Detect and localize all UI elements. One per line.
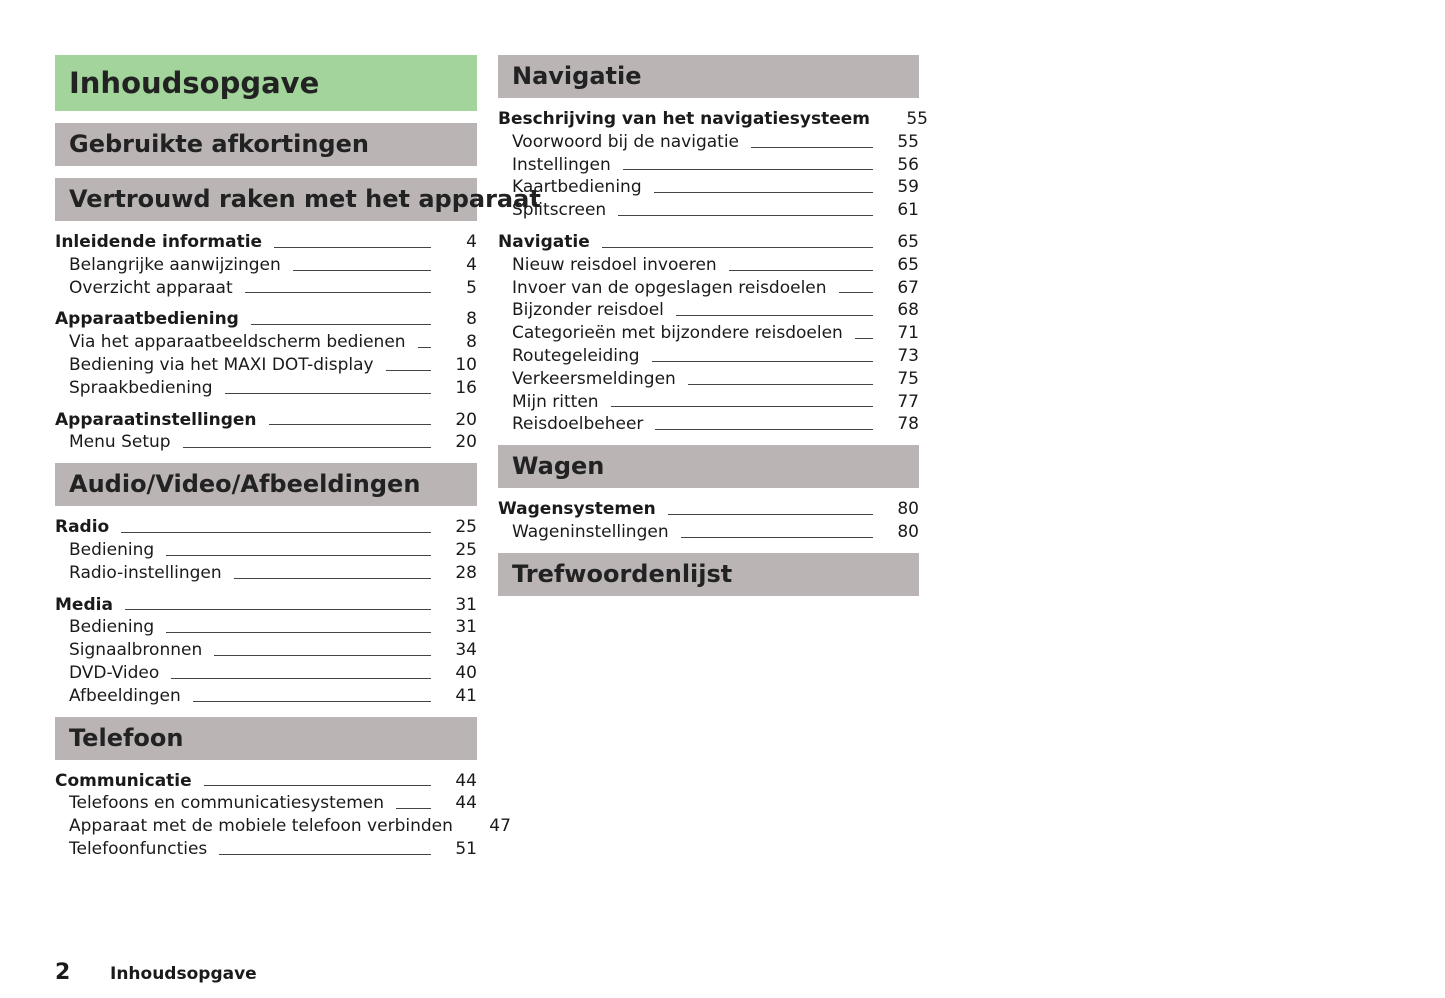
page-number: 16 bbox=[455, 377, 477, 398]
entry-label: Afbeeldingen bbox=[69, 685, 181, 706]
entry-label: Instellingen bbox=[512, 154, 611, 175]
page-number: 41 bbox=[455, 685, 477, 706]
toc-section-entry[interactable] bbox=[55, 308, 477, 331]
entry-label: Bediening bbox=[69, 539, 155, 560]
page-number: 5 bbox=[466, 277, 477, 298]
dot-leader bbox=[611, 406, 873, 407]
entry-label: Overzicht apparaat bbox=[69, 277, 233, 298]
left-column bbox=[55, 55, 541, 870]
toc-subsection-entry[interactable] bbox=[55, 539, 477, 562]
toc-subsection-entry[interactable] bbox=[498, 345, 919, 368]
entry-label: Bijzonder reisdoel bbox=[512, 300, 664, 321]
page-title: Inhoudsopgave bbox=[55, 55, 477, 111]
page-number: 31 bbox=[455, 594, 477, 615]
dot-leader bbox=[166, 632, 431, 633]
toc-subsection-entry[interactable] bbox=[55, 254, 477, 277]
toc-subsection-entry[interactable] bbox=[55, 431, 477, 454]
toc-subsection-entry[interactable] bbox=[498, 391, 919, 414]
entry-label: Inleidende informatie bbox=[55, 232, 263, 252]
entry-label: Signaalbronnen bbox=[69, 640, 203, 661]
page-number: 44 bbox=[455, 770, 477, 791]
entry-label: Invoer van de opgeslagen reisdoelen bbox=[512, 277, 827, 298]
page-number: 20 bbox=[455, 409, 477, 430]
toc-subsection-entry[interactable] bbox=[498, 368, 919, 391]
entry-label: Routegeleiding bbox=[512, 345, 640, 366]
entry-label: Radio-instellingen bbox=[69, 562, 222, 583]
entry-label: Nieuw reisdoel invoeren bbox=[512, 254, 717, 275]
page-number: 25 bbox=[455, 517, 477, 538]
entry-label: Kaartbediening bbox=[512, 177, 642, 198]
dot-leader bbox=[125, 609, 431, 610]
dot-leader bbox=[618, 215, 873, 216]
page-number: 77 bbox=[897, 391, 919, 412]
dot-leader bbox=[269, 424, 431, 425]
dot-leader bbox=[274, 247, 431, 248]
entry-label: Splitscreen bbox=[512, 200, 607, 221]
toc-section-entry[interactable] bbox=[55, 231, 477, 254]
dot-leader bbox=[729, 270, 873, 271]
page-number: 8 bbox=[466, 309, 477, 330]
page-number: 44 bbox=[455, 793, 477, 814]
toc-subsection-entry[interactable] bbox=[55, 277, 477, 300]
entry-label: Categorieën met bijzondere reisdoelen bbox=[512, 323, 843, 344]
entry-label: DVD-Video bbox=[69, 662, 160, 683]
toc-group bbox=[55, 308, 477, 399]
dot-leader bbox=[396, 808, 431, 809]
chapter-entries bbox=[498, 108, 928, 436]
entry-label: Mijn ritten bbox=[512, 391, 599, 412]
toc-group bbox=[55, 231, 477, 299]
chapter-heading[interactable]: Audio/Video/Afbeeldingen bbox=[55, 463, 477, 506]
page-number: 47 bbox=[489, 816, 511, 837]
toc-subsection-entry[interactable] bbox=[55, 331, 477, 354]
dot-leader bbox=[623, 169, 873, 170]
toc-section-entry[interactable] bbox=[55, 409, 477, 432]
page-number: 71 bbox=[897, 323, 919, 344]
toc-subsection-entry[interactable] bbox=[498, 254, 919, 277]
dot-leader bbox=[121, 532, 431, 533]
chapter-entries bbox=[55, 770, 511, 861]
toc-subsection-entry[interactable] bbox=[498, 521, 919, 544]
entry-label: Navigatie bbox=[498, 231, 590, 252]
dot-leader bbox=[234, 578, 431, 579]
toc-section-entry[interactable] bbox=[55, 770, 477, 793]
toc-subsection-entry[interactable] bbox=[498, 131, 919, 154]
dot-leader bbox=[676, 315, 873, 316]
page-number: 4 bbox=[466, 232, 477, 252]
chapter-heading[interactable]: Wagen bbox=[498, 445, 919, 488]
dot-leader bbox=[183, 447, 431, 448]
dot-leader bbox=[171, 678, 431, 679]
chapter-heading[interactable]: Navigatie bbox=[498, 55, 919, 98]
toc-subsection-entry[interactable] bbox=[498, 299, 919, 322]
right-chapter-list bbox=[498, 55, 928, 608]
toc-section-entry[interactable] bbox=[55, 516, 477, 539]
dot-leader bbox=[166, 555, 431, 556]
toc-subsection-entry[interactable] bbox=[498, 322, 919, 345]
left-chapter-list bbox=[55, 123, 541, 861]
entry-label: Apparaatbediening bbox=[55, 309, 239, 330]
toc-subsection-entry[interactable] bbox=[498, 199, 919, 222]
toc-subsection-entry[interactable] bbox=[498, 176, 919, 199]
entry-label: Wageninstellingen bbox=[512, 521, 669, 542]
page-number: 65 bbox=[897, 254, 919, 275]
dot-leader bbox=[688, 384, 873, 385]
page-number: 25 bbox=[455, 539, 477, 560]
page-number: 31 bbox=[455, 617, 477, 638]
toc-subsection-entry[interactable] bbox=[55, 815, 511, 838]
chapter-heading[interactable]: Gebruikte afkortingen bbox=[55, 123, 477, 166]
chapter-heading[interactable]: Telefoon bbox=[55, 717, 477, 760]
page-number: 61 bbox=[897, 200, 919, 221]
chapter-heading[interactable]: Trefwoordenlijst bbox=[498, 553, 919, 596]
toc-subsection-entry[interactable] bbox=[55, 616, 477, 639]
chapter-entries bbox=[498, 498, 919, 544]
page-number: 55 bbox=[897, 131, 919, 152]
toc-group bbox=[55, 409, 477, 455]
page-footer bbox=[55, 960, 257, 985]
entry-label: Reisdoelbeheer bbox=[512, 414, 644, 435]
entry-label: Apparaat met de mobiele telefoon verbinden bbox=[69, 816, 453, 837]
entry-label: Radio bbox=[55, 517, 110, 538]
dot-leader bbox=[751, 147, 873, 148]
entry-label: Wagensystemen bbox=[498, 499, 656, 520]
dot-leader bbox=[681, 537, 873, 538]
page-number: 80 bbox=[897, 499, 919, 520]
dot-leader bbox=[654, 192, 873, 193]
entry-label: Bediening via het MAXI DOT-display bbox=[69, 354, 374, 375]
entry-label: Communicatie bbox=[55, 770, 192, 791]
entry-label: Beschrijving van het navigatiesysteem bbox=[498, 109, 870, 129]
toc-section-entry[interactable] bbox=[498, 108, 928, 131]
entry-label: Voorwoord bij de navigatie bbox=[512, 131, 740, 152]
entry-label: Spraakbediening bbox=[69, 377, 213, 398]
page-number: 67 bbox=[897, 277, 919, 298]
chapter-entries bbox=[55, 231, 477, 454]
chapter-heading[interactable]: Vertrouwd raken met het apparaat bbox=[55, 178, 477, 221]
dot-leader bbox=[655, 429, 873, 430]
dot-leader bbox=[204, 785, 431, 786]
dot-leader bbox=[251, 324, 431, 325]
entry-label: Verkeersmeldingen bbox=[512, 368, 676, 389]
dot-leader bbox=[855, 338, 873, 339]
toc-group bbox=[498, 108, 928, 222]
right-column bbox=[498, 55, 928, 608]
page-number: 34 bbox=[455, 640, 477, 661]
toc-subsection-entry[interactable] bbox=[498, 154, 919, 177]
page-number: 40 bbox=[455, 662, 477, 683]
page-number: 10 bbox=[455, 354, 477, 375]
toc-subsection-entry[interactable] bbox=[55, 838, 477, 861]
page-number: 78 bbox=[897, 414, 919, 435]
toc-subsection-entry[interactable] bbox=[498, 277, 919, 300]
page-number: 55 bbox=[906, 109, 928, 129]
toc-section-entry[interactable] bbox=[55, 594, 477, 617]
page-number: 51 bbox=[455, 838, 477, 859]
page-number: 20 bbox=[455, 432, 477, 453]
dot-leader bbox=[839, 292, 873, 293]
toc-subsection-entry[interactable] bbox=[55, 662, 477, 685]
toc-subsection-entry[interactable] bbox=[55, 562, 477, 585]
entry-label: Via het apparaatbeeldscherm bedienen bbox=[69, 332, 406, 353]
entry-label: Media bbox=[55, 594, 113, 615]
entry-label: Apparaatinstellingen bbox=[55, 409, 257, 430]
entry-label: Bediening bbox=[69, 617, 155, 638]
toc-subsection-entry[interactable] bbox=[55, 685, 477, 708]
page-number: 4 bbox=[466, 254, 477, 275]
toc-subsection-entry[interactable] bbox=[55, 639, 477, 662]
chapter-entries bbox=[55, 516, 477, 707]
toc-group bbox=[55, 770, 511, 861]
toc-section-entry[interactable] bbox=[498, 498, 919, 521]
toc-subsection-entry[interactable] bbox=[55, 377, 477, 400]
dot-leader bbox=[245, 292, 431, 293]
entry-label: Menu Setup bbox=[69, 432, 171, 453]
page-number: 80 bbox=[897, 521, 919, 542]
dot-leader bbox=[193, 701, 431, 702]
toc-section-entry[interactable] bbox=[498, 231, 919, 254]
dot-leader bbox=[214, 655, 431, 656]
toc-subsection-entry[interactable] bbox=[55, 792, 477, 815]
dot-leader bbox=[219, 854, 431, 855]
dot-leader bbox=[418, 347, 431, 348]
page-number: 73 bbox=[897, 345, 919, 366]
entry-label: Telefoonfuncties bbox=[69, 838, 208, 859]
dot-leader bbox=[293, 270, 431, 271]
dot-leader bbox=[225, 393, 431, 394]
toc-group bbox=[55, 594, 477, 708]
dot-leader bbox=[386, 370, 431, 371]
page-number: 59 bbox=[897, 177, 919, 198]
dot-leader bbox=[668, 514, 873, 515]
entry-label: Belangrijke aanwijzingen bbox=[69, 254, 281, 275]
page-number: 65 bbox=[897, 231, 919, 252]
dot-leader bbox=[602, 247, 873, 248]
toc-group bbox=[498, 498, 919, 544]
entry-label: Telefoons en communicatiesystemen bbox=[69, 793, 385, 814]
toc-subsection-entry[interactable] bbox=[55, 354, 477, 377]
footer-section-title: Inhoudsopgave bbox=[110, 964, 257, 984]
footer-page-number: 2 bbox=[55, 960, 71, 985]
page-number: 28 bbox=[455, 562, 477, 583]
page-number: 68 bbox=[897, 300, 919, 321]
toc-group bbox=[498, 231, 919, 436]
page-number: 56 bbox=[897, 154, 919, 175]
page-number: 8 bbox=[466, 332, 477, 353]
dot-leader bbox=[652, 361, 873, 362]
toc-subsection-entry[interactable] bbox=[498, 413, 919, 436]
toc-group bbox=[55, 516, 477, 584]
page-number: 75 bbox=[897, 368, 919, 389]
